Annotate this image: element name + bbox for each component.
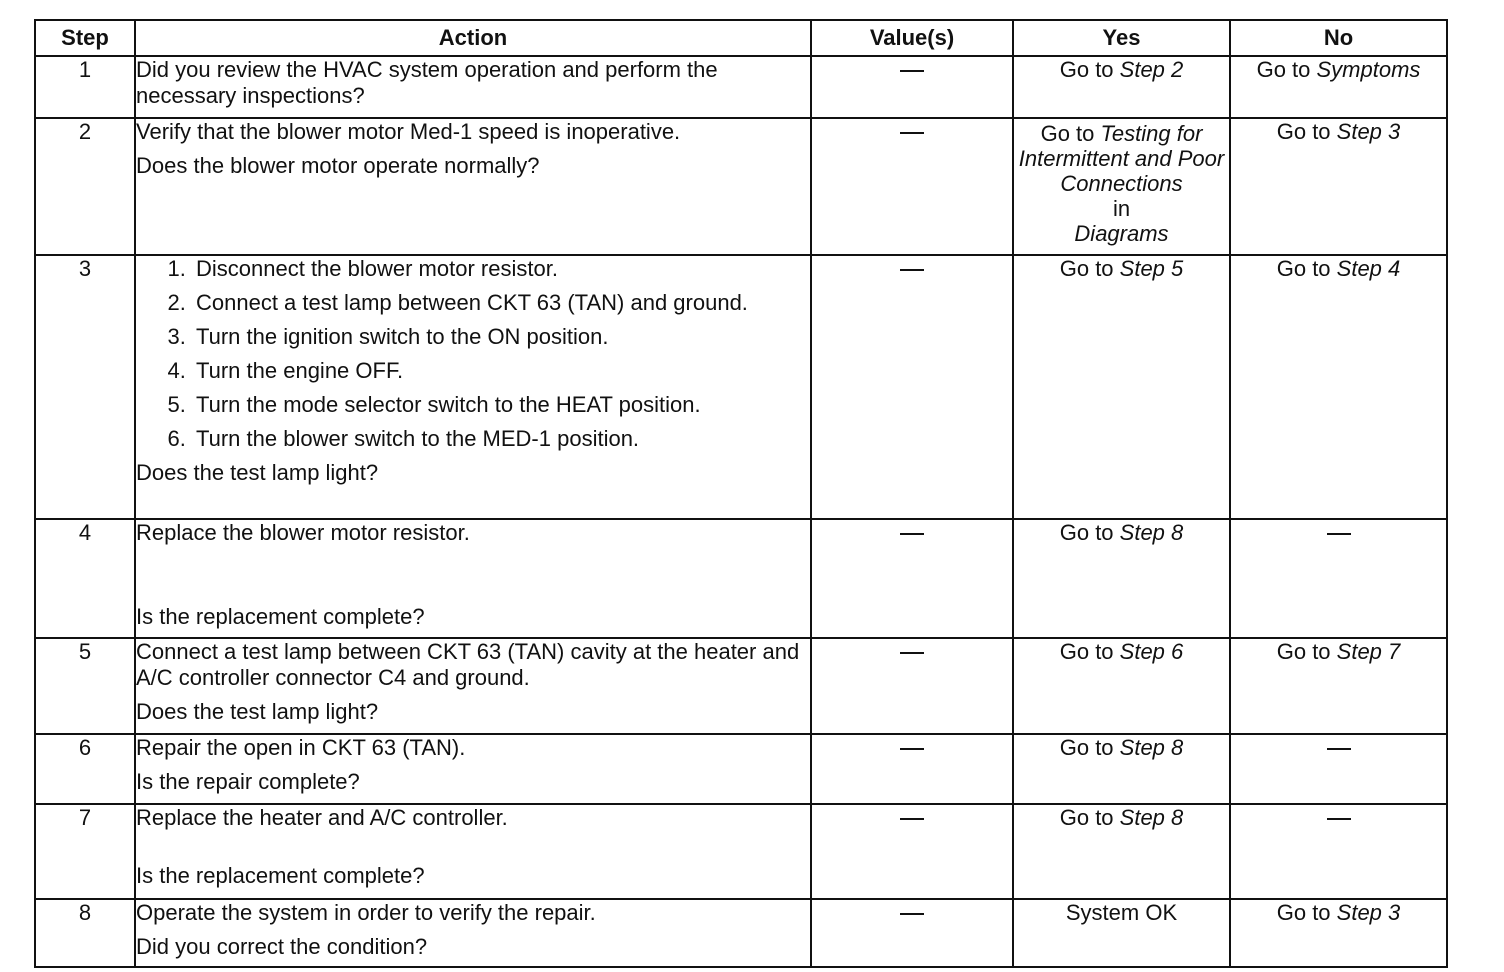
no-prefix: Go to [1276, 639, 1337, 664]
yes-mid: in [1112, 196, 1131, 221]
dash-mark [900, 913, 924, 915]
yes-prefix: Go to [1059, 520, 1120, 545]
header-no: No [1230, 20, 1447, 56]
dash-mark [900, 533, 924, 535]
no-link[interactable]: Step 3 [1336, 900, 1401, 925]
value-cell [811, 899, 1013, 967]
list-item: 3. Turn the ignition switch to the ON position. [192, 324, 810, 350]
yes-link[interactable]: Step 8 [1119, 520, 1184, 545]
action-cell [135, 804, 811, 899]
yes-link[interactable]: Testing for Intermittent and Poor Connections [1018, 121, 1225, 196]
yes-link[interactable]: Step 6 [1119, 639, 1184, 664]
step-number: 7 [35, 804, 135, 899]
header-step: Step [35, 20, 135, 56]
list-item: 5. Turn the mode selector switch to the HEAT position. [192, 392, 810, 418]
value-cell [811, 519, 1013, 638]
no-prefix: Go to [1276, 119, 1337, 144]
table-row [35, 118, 1447, 255]
yes-prefix: Go to [1059, 57, 1120, 82]
table-row [35, 734, 1447, 804]
action-question: Is the replacement complete? [136, 863, 425, 888]
yes-text: System OK [1065, 900, 1178, 925]
value-cell [811, 638, 1013, 734]
yes-prefix: Go to [1059, 805, 1120, 830]
header-yes: Yes [1013, 20, 1230, 56]
list-item: 4. Turn the engine OFF. [192, 358, 810, 384]
dash-mark [1327, 818, 1351, 820]
no-cell [1230, 56, 1447, 118]
table-row [35, 255, 1447, 519]
dash-mark [900, 269, 924, 271]
action-cell [135, 118, 811, 255]
no-link[interactable]: Step 7 [1336, 639, 1401, 664]
value-cell [811, 255, 1013, 519]
step-number: 5 [35, 638, 135, 734]
no-link[interactable]: Step 4 [1336, 256, 1401, 281]
no-link[interactable]: Step 3 [1336, 119, 1401, 144]
yes-cell [1013, 255, 1230, 519]
yes-prefix: Go to [1059, 735, 1120, 760]
no-cell [1230, 255, 1447, 519]
dash-mark [900, 748, 924, 750]
no-link[interactable]: Symptoms [1316, 57, 1421, 82]
header-values: Value(s) [811, 20, 1013, 56]
action-cell [135, 638, 811, 734]
yes-prefix: Go to [1059, 639, 1120, 664]
action-text: Connect a test lamp between CKT 63 (TAN) cavity at the heater and A/C controller connector C4 and ground. [136, 639, 800, 690]
yes-cell [1013, 519, 1230, 638]
action-cell [135, 519, 811, 638]
action-text: Replace the heater and A/C controller. [136, 805, 508, 830]
yes-cell [1013, 899, 1230, 967]
no-cell [1230, 519, 1447, 638]
yes-link[interactable]: Step 8 [1119, 735, 1184, 760]
action-cell [135, 255, 811, 519]
step-number: 3 [35, 255, 135, 519]
action-text: Operate the system in order to verify the repair. [136, 900, 596, 925]
action-text: Did you review the HVAC system operation and perform the necessary inspections? [136, 57, 718, 108]
yes-prefix: Go to [1059, 256, 1120, 281]
yes-cell [1013, 804, 1230, 899]
no-prefix: Go to [1276, 256, 1337, 281]
yes-link[interactable]: Step 5 [1119, 256, 1184, 281]
action-question: Does the blower motor operate normally? [136, 153, 540, 178]
yes-link[interactable]: Step 2 [1119, 57, 1184, 82]
step-number: 8 [35, 899, 135, 967]
value-cell [811, 804, 1013, 899]
diagnostic-table [34, 19, 1448, 968]
no-prefix: Go to [1276, 900, 1337, 925]
dash-mark [900, 652, 924, 654]
action-steps-list [136, 256, 810, 452]
action-question: Is the replacement complete? [136, 604, 425, 629]
value-cell [811, 118, 1013, 255]
no-cell [1230, 734, 1447, 804]
list-item: 1. Disconnect the blower motor resistor. [192, 256, 810, 282]
header-action: Action [135, 20, 811, 56]
yes-prefix: Go to [1040, 121, 1101, 146]
action-cell [135, 56, 811, 118]
action-question: Did you correct the condition? [136, 934, 428, 959]
action-question: Is the repair complete? [136, 769, 360, 794]
step-number: 4 [35, 519, 135, 638]
action-question: Does the test lamp light? [136, 699, 379, 724]
list-item: 6. Turn the blower switch to the MED-1 position. [192, 426, 810, 452]
action-text: Verify that the blower motor Med-1 speed is inoperative. [136, 119, 681, 144]
step-number: 6 [35, 734, 135, 804]
action-text: Repair the open in CKT 63 (TAN). [136, 735, 466, 760]
no-cell [1230, 118, 1447, 255]
header-row [35, 20, 1447, 56]
yes-link-2[interactable]: Diagrams [1074, 221, 1169, 246]
yes-cell [1013, 56, 1230, 118]
value-cell [811, 56, 1013, 118]
no-cell [1230, 804, 1447, 899]
value-cell [811, 734, 1013, 804]
table-row [35, 519, 1447, 638]
no-prefix: Go to [1256, 57, 1317, 82]
action-text: Replace the blower motor resistor. [136, 520, 470, 545]
table-row [35, 638, 1447, 734]
yes-link[interactable]: Step 8 [1119, 805, 1184, 830]
no-cell [1230, 638, 1447, 734]
dash-mark [1327, 533, 1351, 535]
action-cell [135, 734, 811, 804]
action-question: Does the test lamp light? [136, 460, 379, 485]
no-cell [1230, 899, 1447, 967]
table-row [35, 899, 1447, 967]
action-cell [135, 899, 811, 967]
step-number: 2 [35, 118, 135, 255]
step-number: 1 [35, 56, 135, 118]
dash-mark [1327, 748, 1351, 750]
yes-cell [1013, 734, 1230, 804]
dash-mark [900, 132, 924, 134]
dash-mark [900, 70, 924, 72]
table-row [35, 804, 1447, 899]
yes-cell [1013, 118, 1230, 255]
yes-cell [1013, 638, 1230, 734]
dash-mark [900, 818, 924, 820]
list-item: 2. Connect a test lamp between CKT 63 (TAN) and ground. [192, 290, 810, 316]
table-row [35, 56, 1447, 118]
